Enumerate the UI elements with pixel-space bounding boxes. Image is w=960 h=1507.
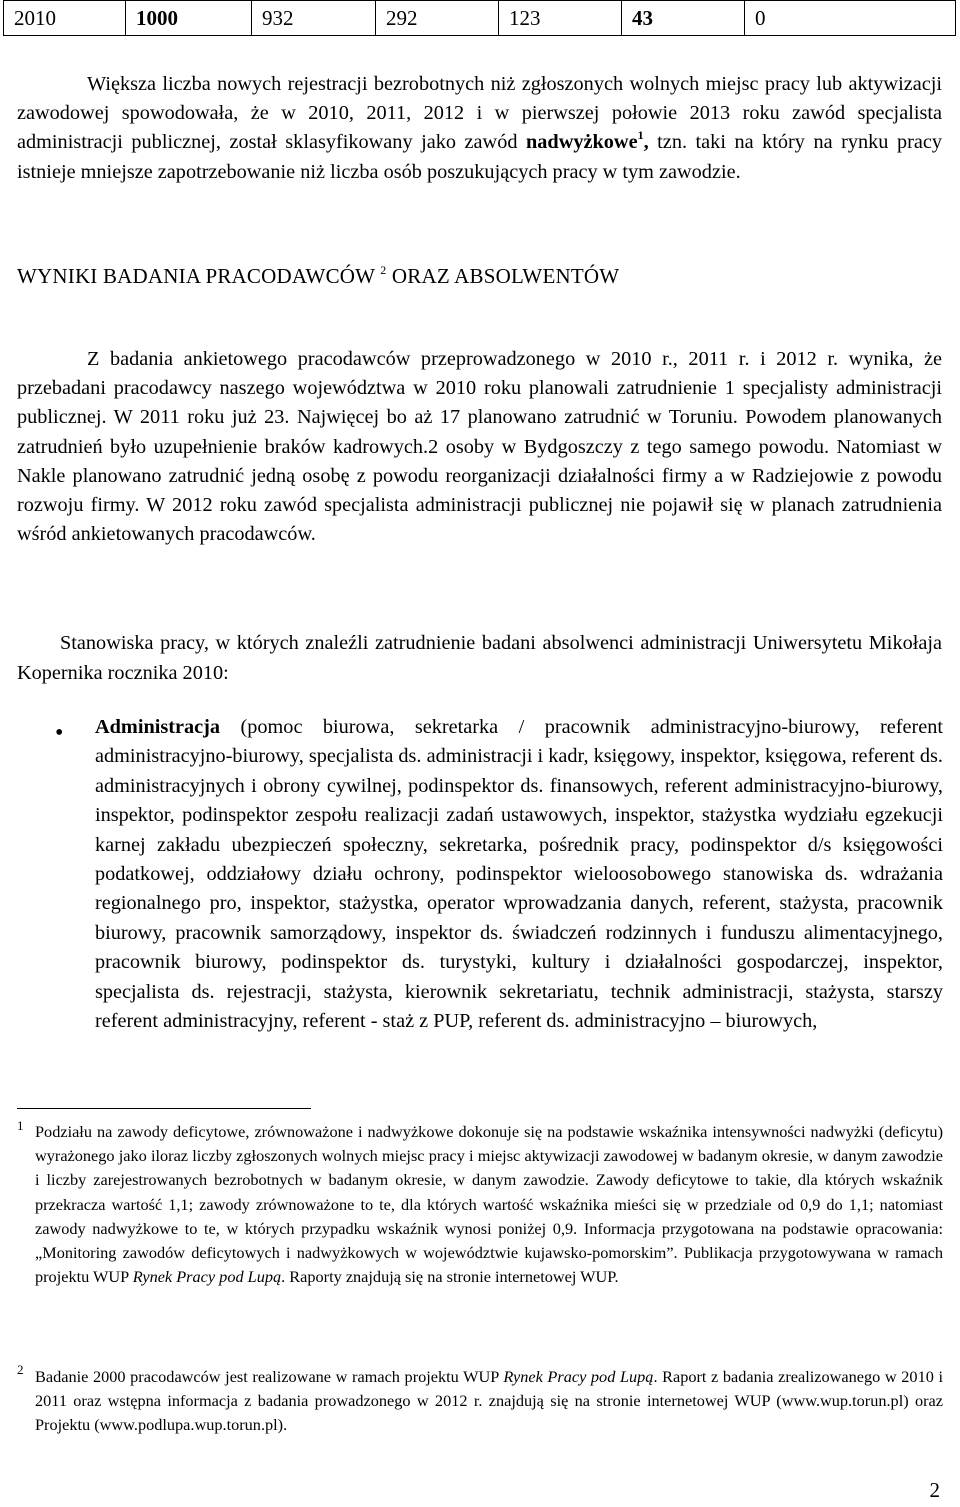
heading-text: ORAZ ABSOLWENTÓW <box>386 264 620 288</box>
footnote-text: . Raporty znajdują się na stronie internetowej WUP. <box>281 1267 619 1287</box>
table-cell: 1000 <box>126 1 252 36</box>
paragraph-text: Większa liczba nowych rejestracji bezrobotnych niż zgłoszonych wolnych miejsc pracy lub aktywizacji zawodowej spowodowała, że w 2010, 2011, 2012 i w pierwszej połowie 2013 roku zawód specjalista administracji publicznej, został sklasyfikowany jako zawód <box>17 73 942 154</box>
bullet-icon: • <box>55 720 64 746</box>
footnote-ref: 1 <box>637 128 644 143</box>
table-cell: 0 <box>745 1 956 36</box>
footnote-divider <box>17 1108 311 1109</box>
footnote-2 <box>35 1365 943 1438</box>
table-cell: 292 <box>376 1 499 36</box>
footnote-mark: 1 <box>17 1118 24 1133</box>
paragraph-text: Z badania ankietowego pracodawców przeprowadzonego w 2010 r., 2011 r. i 2012 r. wynika, że przebadani pracodawcy naszego województwa w 2010 roku planowali zatrudnienie 1 specjalisty administracji publicznej. W 2011 roku już 23. Najwięcej bo aż 17 planowano zatrudnić w Toruniu. Powodem planowanych zatrudnień było uzupełnienie braków kadrowych.2 osoby w Bydgoszczy z tego samego powodu. Natomiast w Nakle planowano zatrudnić jedną osobę z powodu reorganizacji działalności firmy a w Radziejowie z powodu rozwoju firmy. W 2012 roku zawód specjalista administracji publicznej nie pojawił się w planach zatrudnienia wśród ankietowanych pracodawców. <box>17 348 942 546</box>
project-name: Rynek Pracy pod Lupą <box>503 1367 654 1386</box>
page-number: 2 <box>929 1478 940 1502</box>
table-cell: 43 <box>622 1 745 36</box>
list-item-text: (pomoc biurowa, sekretarka / pracownik administracyjno-biurowy, referent administracyjno-biurowy, specjalista ds. administracji i kadr, księgowy, inspektor, księgowa, referent ds. administracyjnych i obrony cywilnej, podinspektor ds. finansowych, referent administracyjno-biurowy, inspektor, podinspektor zespołu realizacji zadań ustawowych, inspektor, stażystka wydziału egzekucji karnej zakładu ubezpieczeń społeczny, sekretarka, pośrednik pracy, podinspektor d/s księgowości podatkowej, oddziałowy działu ochrony, podinspektor wieloosobowego stanowiska ds. wdrażania regionalnego pro, inspektor, stażystka, operator wprowadzania danych, referent, stażysta, pracownik biurowy, pracownik samorządowy, inspektor ds. świadczeń rodzinnych i funduszu alimentacyjnego, pracownik biurowy, podinspektor ds. turystyki, kultury i działalności gospodarczej, inspektor, specjalista ds. rejestracji, stażysta, kierownik sekretariatu, technik administracji, stażysta, starszy referent administracyjny, referent - staż z PUP, referent ds. administracyjno – biurowych, <box>95 716 943 1033</box>
paragraph-positions-intro: Stanowiska pracy, w których znaleźli zatrudnienie badani absolwenci administracji Uniwersytetu Mikołaja Kopernika rocznika 2010: <box>17 632 942 684</box>
list-item-title: Administracja <box>95 716 221 738</box>
footnote-ref: 2 <box>380 263 387 277</box>
table-cell: 123 <box>499 1 622 36</box>
footnote-mark: 2 <box>17 1362 24 1377</box>
paragraph-intro <box>17 70 942 187</box>
paragraph-text: tzn. taki na który na rynku pracy istnieje mniejsze zapotrzebowanie niż liczba osób poszukujących pracy w tym zawodzie. <box>17 131 943 183</box>
table-cell-year: 2010 <box>4 1 126 36</box>
footnote-1 <box>35 1120 943 1289</box>
footnote-text: Podziału na zawody deficytowe, zrównoważone i nadwyżkowe dokonuje się na podstawie wskaźnika intensywności nadwyżki (deficytu) wyrażonego jako iloraz liczby zgłoszonych wolnych miejsc pracy i miejsc aktywizacji zawodowej w badanym okresie, w danym zawodzie i liczby zarejestrowanych bezrobotnych w badanym okresie, w danym zawodzie. Zawody deficytowe to takie, dla których wskaźnik przekracza wartość 1,1; zawody zrównoważone to te, dla których wartość wskaźnika mieści się w przedziale od 0,9 do 1,1; natomiast zawody nadwyżkowe to te, w których przypadku wskaźnik wynosi poniżej 0,9. Informacja przygotowana na podstawie opracowania: „Monitoring zawodów deficytowych i nadwyżkowych w województwie kujawsko-pomorskim”. Publikacja przygotowywana w ramach projektu WUP <box>35 1122 943 1287</box>
list-item <box>95 713 943 1036</box>
bold-comma: , <box>643 131 649 154</box>
table-cell: 932 <box>252 1 376 36</box>
data-table <box>3 0 956 36</box>
footnote-text: Badanie 2000 pracodawców jest realizowane w ramach projektu WUP <box>35 1367 504 1386</box>
heading-text: WYNIKI BADANIA PRACODAWCÓW <box>17 264 381 288</box>
section-heading <box>17 264 619 289</box>
project-name: Rynek Pracy pod Lupą <box>132 1267 282 1287</box>
bold-term: nadwyżkowe <box>526 131 638 154</box>
paragraph-survey <box>17 345 942 549</box>
table-row <box>4 1 956 36</box>
footnote-text: . Raport z badania zrealizowanego w 2010 i 2011 oraz wstępna informacja z badania prowadzonego w 2012 r. znajdują się na stronie internetowej WUP (www.wup.torun.pl) oraz Projektu (www.podlupa.wup.torun.pl). <box>35 1367 943 1435</box>
